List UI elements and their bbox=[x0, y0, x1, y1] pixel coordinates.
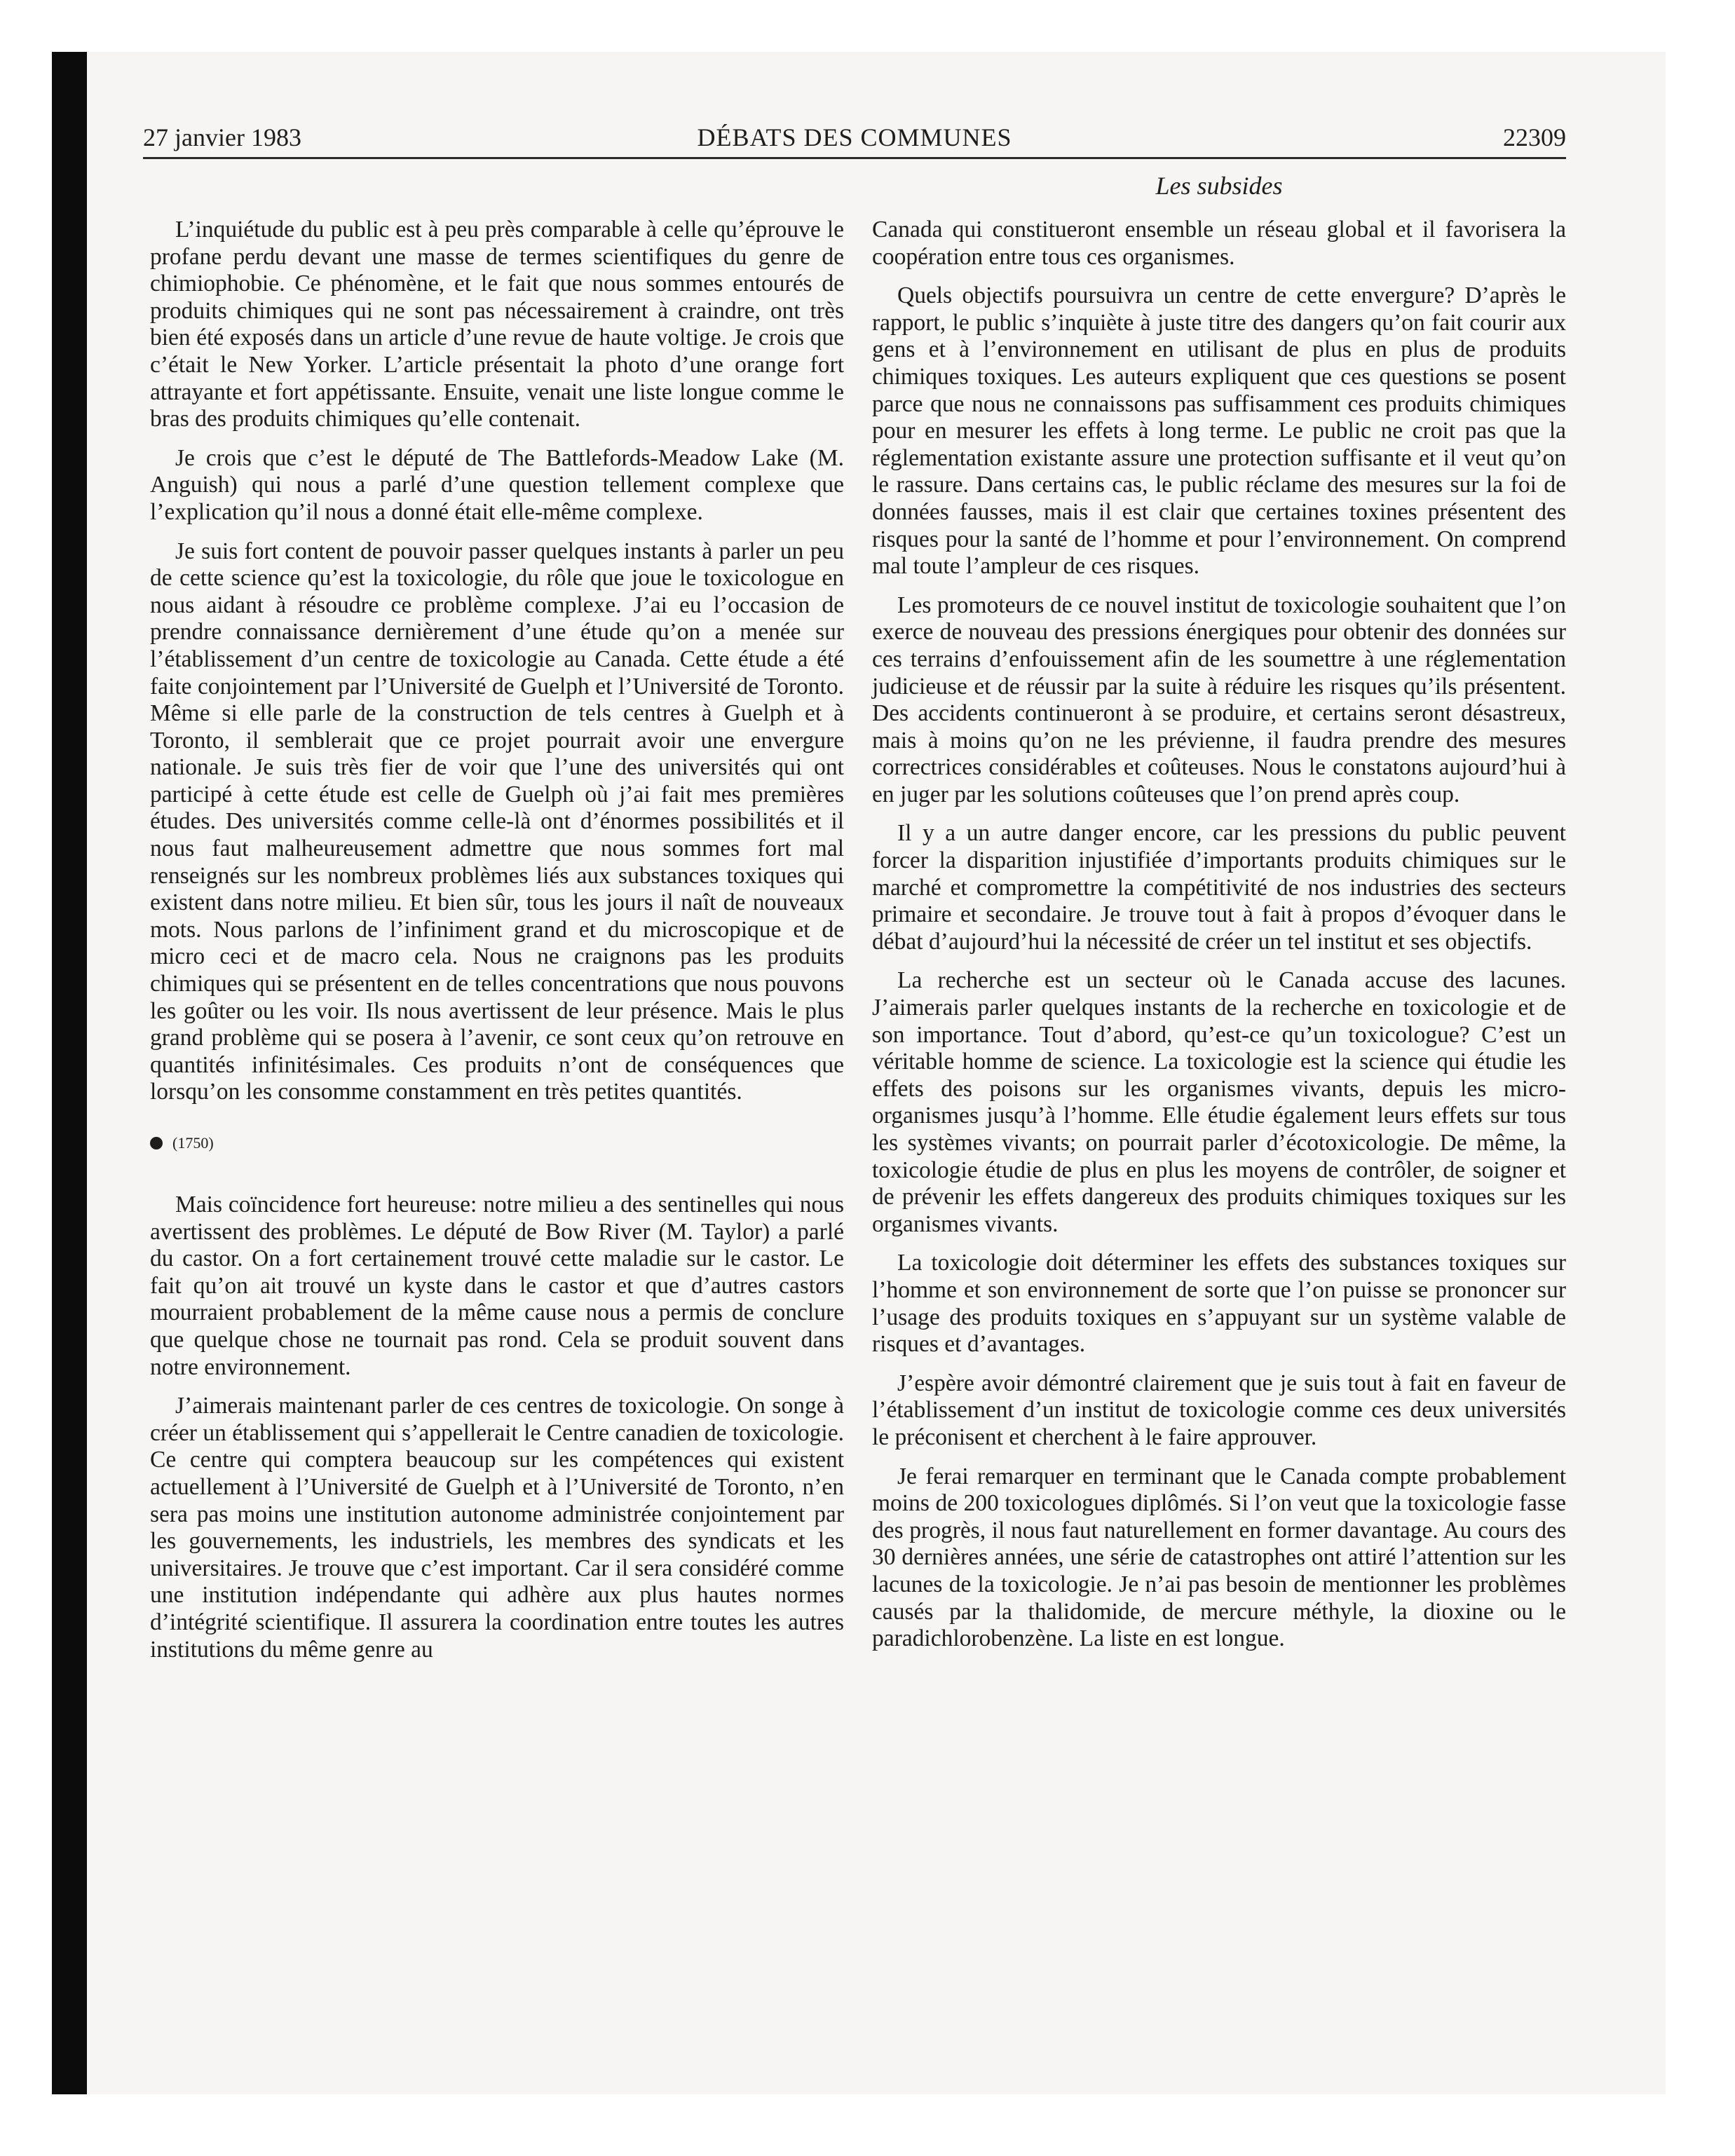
header-journal-title: DÉBATS DES COMMUNES bbox=[697, 123, 1012, 151]
running-header bbox=[143, 119, 1566, 156]
section-rubric: Les subsides bbox=[1155, 172, 1283, 200]
paragraph: La recherche est un secteur où le Canada accuse des lacunes. J’aimerais parler quelques instants de la recherche en toxicologie et de son importance. Tout d’abord, qu’est-ce qu’un toxicologue? C’est un véritable homme de science. La toxicologie est la science qui étudie les effets des poisons sur les organismes vivants, depuis les micro-organismes jusqu’à l’homme. Elle étudie également leurs effets sur tous les systèmes vivants; on pourrait parler d’écotoxicologie. De même, la toxicologie étudie de plus en plus les moyens de contrôler, de soigner et de prévenir les effets dangereux des produits chimiques toxiques sur les organismes vivants. bbox=[872, 967, 1566, 1237]
header-rule bbox=[143, 157, 1566, 159]
paragraph: Les promoteurs de ce nouvel institut de toxicologie souhaitent que l’on exerce de nouveau des pressions énergiques pour obtenir des données sur ces terrains d’enfouissement afin de les soumettre à une réglementation judicieuse et de réussir par la suite à réduire les risques qu’ils présentent. Des accidents continueront à se produire, et certains seront désastreux, mais à moins qu’on ne les prévienne, il faudra prendre des mesures correctrices considérables et coûteuses. Nous le constatons aujourd’hui à en juger par les solutions coûteuses que l’on prend après coup. bbox=[872, 592, 1566, 807]
paragraph: Quels objectifs poursuivra un centre de cette envergure? D’après le rapport, le public s’inquiète à juste titre des dangers qu’on fait courir aux gens et à l’environnement en utilisant de plus en plus de produits chimiques toxiques. Les auteurs expliquent que ces questions se posent parce que nous ne connaissons pas suffisamment ces produits chimiques pour en mesurer les effets à long terme. Le public ne croit pas que la réglementation existante assure une protection suffisante et il veut qu’on le rassure. Dans certains cas, le public réclame des mesures sur la foi de données fausses, mais il est clair que certaines toxines présentent des risques pour la santé de l’homme et pour l’environnement. On comprend mal toute l’ampleur de ces risques. bbox=[872, 282, 1566, 580]
left-column bbox=[150, 217, 844, 1675]
paragraph: Je suis fort content de pouvoir passer quelques instants à parler un peu de cette science qu’est la toxicologie, du rôle que joue le toxicologue en nous aidant à résoudre ce problème complexe. J’ai eu l’occasion de prendre connaissance dernièrement d’une étude qu’on a menée sur l’établissement d’un centre de toxicologie au Canada. Cette étude a été faite conjointement par l’Université de Guelph et l’Université de Toronto. Même si elle parle de la construction de tels centres à Guelph et à Toronto, il semblerait que ce projet pourrait avoir une envergure nationale. Je suis très fier de voir que l’une des universités qui ont participé à cette étude est celle de Guelph où j’ai fait mes premières études. Des universités comme celle-là ont d’énormes possibilités et il nous faut malheureusement admettre que nous sommes fort mal renseignés sur les nombreux problèmes liés aux substances toxiques qui existent dans notre milieu. Et bien sûr, tous les jours il naît de nouveaux mots. Nous parlons de l’infiniment grand et du microscopique et de micro ceci et de macro cela. Nous ne craignons pas les produits chimiques qui se présentent en de telles concentrations que nous pouvons les goûter ou les voir. Ils nous avertissent de leur présence. Mais le plus grand problème qui se posera à l’avenir, ce sont ceux qu’on retrouve en quantités infinitésimales. Ces produits n’ont de conséquences que lorsqu’on les consomme constamment en très petites quantités. bbox=[150, 538, 844, 1105]
paragraph: Il y a un autre danger encore, car les pressions du public peuvent forcer la disparition injustifiée d’importants produits chimiques sur le marché et compromettre la compétitivité de nos industries des secteurs primaire et secondaire. Je trouve tout à fait à propos d’évoquer dans le débat d’aujourd’hui la nécessité de créer un tel institut et ses objectifs. bbox=[872, 820, 1566, 955]
time-marker-label: (1750) bbox=[172, 1134, 214, 1152]
paragraph: La toxicologie doit déterminer les effets des substances toxiques sur l’homme et son environnement de sorte que l’on puisse se prononcer sur l’usage des produits toxiques en s’appuyant sur un système valable de risques et d’avantages. bbox=[872, 1250, 1566, 1358]
paragraph: J’espère avoir démontré clairement que je suis tout à fait en faveur de l’établissement d’un institut de toxicologie comme ces deux universités le préconisent et cherchent à le faire approuver. bbox=[872, 1370, 1566, 1450]
header-date: 27 janvier 1983 bbox=[143, 123, 301, 151]
paragraph: Je crois que c’est le député de The Battlefords-Meadow Lake (M. Anguish) qui nous a parlé d’une question tellement complexe que l’explication qu’il nous a donné était elle-même complexe. bbox=[150, 444, 844, 525]
header-page-number: 22309 bbox=[1503, 123, 1566, 151]
binding-edge bbox=[52, 52, 87, 2094]
time-marker bbox=[150, 1133, 844, 1154]
paragraph-continuation: Canada qui constitueront ensemble un réseau global et il favorisera la coopération entre tous ces organismes. bbox=[872, 217, 1566, 270]
paragraph: J’aimerais maintenant parler de ces centres de toxicologie. On songe à créer un établissement qui s’appellerait le Centre canadien de toxicologie. Ce centre qui comptera beaucoup sur les compétences qui existent actuellement à l’Université de Guelph et à l’Université de Toronto, n’en sera pas moins une institution autonome administrée conjointement par les gouvernements, les industriels, les membres des syndicats et les universitaires. Je trouve que c’est important. Car il sera considéré comme une institution indépendante qui adhère aux plus hautes normes d’intégrité scientifique. Il assurera la coordination entre toutes les autres institutions du même genre au bbox=[150, 1393, 844, 1663]
paragraph: L’inquiétude du public est à peu près comparable à celle qu’éprouve le profane perdu devant une masse de termes scientifiques du genre de chimiophobie. Ce phénomène, et le fait que nous sommes entourés de produits chimiques qui ne sont pas nécessairement à craindre, ont très bien été exposés dans un article d’une revue de haute voltige. Je crois que c’était le New Yorker. L’article présentait la photo d’une orange fort attrayante et fort appétissante. Ensuite, venait une liste longue comme le bras des produits chimiques qu’elle contenait. bbox=[150, 217, 844, 432]
bullet-icon bbox=[150, 1137, 163, 1149]
paragraph: Mais coïncidence fort heureuse: notre milieu a des sentinelles qui nous avertissent des problèmes. Le député de Bow River (M. Taylor) a parlé du castor. On a fort certainement trouvé cette maladie sur le castor. Le fait qu’on ait trouvé un kyste dans le castor et que d’autres castors mourraient probablement de la même cause nous a permis de conclure que quelque chose ne tournait pas rond. Cela se produit souvent dans notre environnement. bbox=[150, 1192, 844, 1380]
paragraph: Je ferai remarquer en terminant que le Canada compte probablement moins de 200 toxicologues diplômés. Si l’on veut que la toxicologie fasse des progrès, il nous faut naturellement en former davantage. Au cours des 30 dernières années, une série de catastrophes ont attiré l’attention sur les lacunes de la toxicologie. Je n’ai pas besoin de mentionner les problèmes causés par la thalidomide, de mercure méthyle, la dioxine ou le paradichlorobenzène. La liste en est longue. bbox=[872, 1463, 1566, 1652]
right-column bbox=[872, 217, 1566, 1665]
